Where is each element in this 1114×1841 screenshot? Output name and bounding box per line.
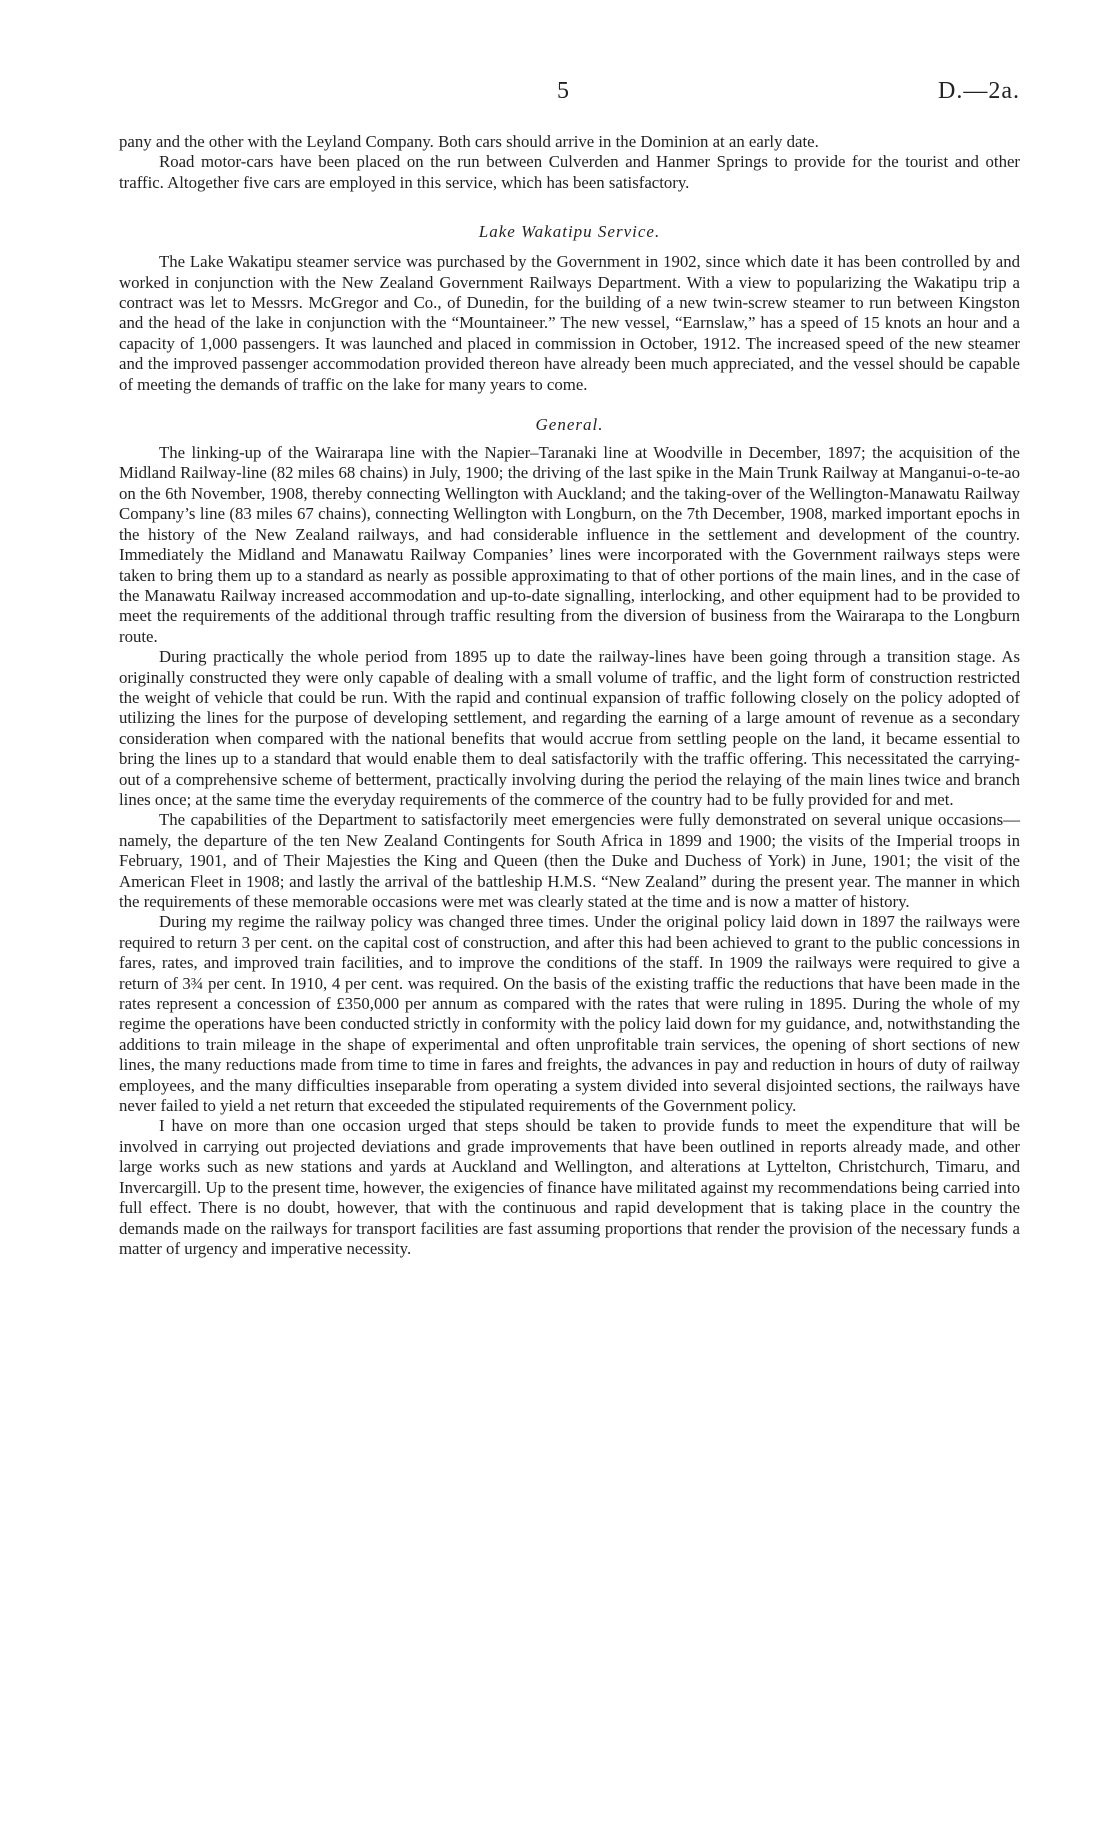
page-number: 5 [557,78,569,104]
document-reference: D.—2a. [938,78,1020,104]
paragraph-lake-wakatipu: The Lake Wakatipu steamer service was purchased by the Government in 1902, since which date it has been controlled by and worked in conjunction with the New Zealand Government Railways Department. With a view to popularizing the Wakatipu trip a contract was let to Messrs. McGregor and Co., of Dunedin, for the building of a new twin-screw steamer to run between Kingston and the head of the lake in conjunction with the “Mountaineer.” The new vessel, “Earnslaw,” has a speed of 15 knots an hour and a capacity of 1,000 passengers. It was launched and placed in commission in October, 1912. The increased speed of the new steamer and the improved passenger accommodation provided thereon have already been much appreciated, and the vessel should be capable of meeting the demands of traffic on the lake for many years to come. [119,252,1020,394]
paragraph-road-motor-cars: Road motor-cars have been placed on the run between Culverden and Hanmer Springs to provide for the tourist and other traffic. Altogether five cars are employed in this service, which has been satisfactory. [119,152,1020,192]
paragraph-general-funds: I have on more than one occasion urged that steps should be taken to provide funds to meet the expenditure that will be involved in carrying out projected deviations and grade improvements that have been outlined in reports already made, and other large works such as new stations and yards at Auckland and Wellington, and alterations at Lyttelton, Christchurch, Timaru, and Invercargill. Up to the present time, however, the exigencies of finance have militated against my recommendations being carried into full effect. There is no doubt, however, that with the continuous and rapid development that is taking place in the country the demands made on the railways for transport facilities are fast assuming proportions that render the provision of the necessary funds a matter of urgency and imperative necessity. [119,1116,1020,1258]
paragraph-general-policy: During my regime the railway policy was changed three times. Under the original policy laid down in 1897 the railways were required to return 3 per cent. on the capital cost of construction, and after this had been achieved to grant to the public concessions in fares, rates, and improved train facilities, and to improve the conditions of the staff. In 1909 the railways were required to give a return of 3¾ per cent. In 1910, 4 per cent. was required. On the basis of the existing traffic the reductions that have been made in the rates represent a concession of £350,000 per annum as compared with the rates that were ruling in 1895. During the whole of my regime the operations have been conducted strictly in conformity with the policy laid down for my guidance, and, notwithstanding the additions to train mileage in the shape of experimental and often unprofitable train services, the opening of short sections of new lines, the many reductions made from time to time in fares and freights, the advances in pay and reduction in hours of duty of railway employees, and the many difficulties inseparable from operating a system divided into several disjointed sections, the railways have never failed to yield a net return that exceeded the stipulated requirements of the Government policy. [119,912,1020,1116]
page-header [0,78,1114,112]
section-heading-lake-wakatipu: Lake Wakatipu Service. [478,222,661,242]
paragraph-general-transition: During practically the whole period from 1895 up to date the railway-lines have been going through a transition stage. As originally constructed they were only capable of dealing with a small volume of traffic, and the light form of construction restricted the weight of vehicle that could be run. With the rapid and continual expansion of traffic following closely on the policy adopted of utilizing the lines for the purpose of developing settlement, and regarding the earning of a large amount of revenue as a secondary consideration when compared with the national benefits that would accrue from settling people on the land, it became essential to bring the lines up to a standard that would enable them to deal satisfactorily with the traffic offering. This necessitated the carrying-out of a comprehensive scheme of betterment, practically involving during the period the relaying of the main lines twice and branch lines once; at the same time the everyday requirements of the commerce of the country had to be fully provided for and met. [119,647,1020,809]
body-text [119,132,1020,1259]
paragraph-general-capabilities: The capabilities of the Department to satisfactorily meet emergencies were fully demonstrated on several unique occasions—namely, the departure of the ten New Zealand Contingents for South Africa in 1899 and 1900; the visits of the Imperial troops in February, 1901, and of Their Majesties the King and Queen (then the Duke and Duchess of York) in June, 1901; the visit of the American Fleet in 1908; and lastly the arrival of the battleship H.M.S. “New Zealand” during the present year. The manner in which the requirements of these memorable occasions were met was clearly stated at the time and is now a matter of history. [119,810,1020,911]
paragraph-intro-continuation: pany and the other with the Leyland Company. Both cars should arrive in the Dominion at an early date. [119,132,819,151]
section-heading-general: General. [535,415,604,435]
paragraph-general-linking-up: The linking-up of the Wairarapa line with the Napier–Taranaki line at Woodville in December, 1897; the acquisition of the Midland Railway-line (82 miles 68 chains) in July, 1900; the driving of the last spike in the Main Trunk Railway at Manganui-o-te-ao on the 6th November, 1908, thereby connecting Wellington with Auckland; and the taking-over of the Wellington-Manawatu Railway Company’s line (83 miles 67 chains), connecting Wellington with Longburn, on the 7th December, 1908, marked important epochs in the history of the New Zealand railways, and had considerable influence in the settlement and development of the country. Immediately the Midland and Manawatu Railway Companies’ lines were incorporated with the Government railways steps were taken to bring them up to a standard as nearly as possible approximating to that of other portions of the main lines, and in the case of the Manawatu Railway increased accommodation and up-to-date signalling, interlocking, and other equipment had to be provided to meet the requirements of the additional through traffic resulting from the diversion of business from the Wairarapa to the Longburn route. [119,443,1020,646]
